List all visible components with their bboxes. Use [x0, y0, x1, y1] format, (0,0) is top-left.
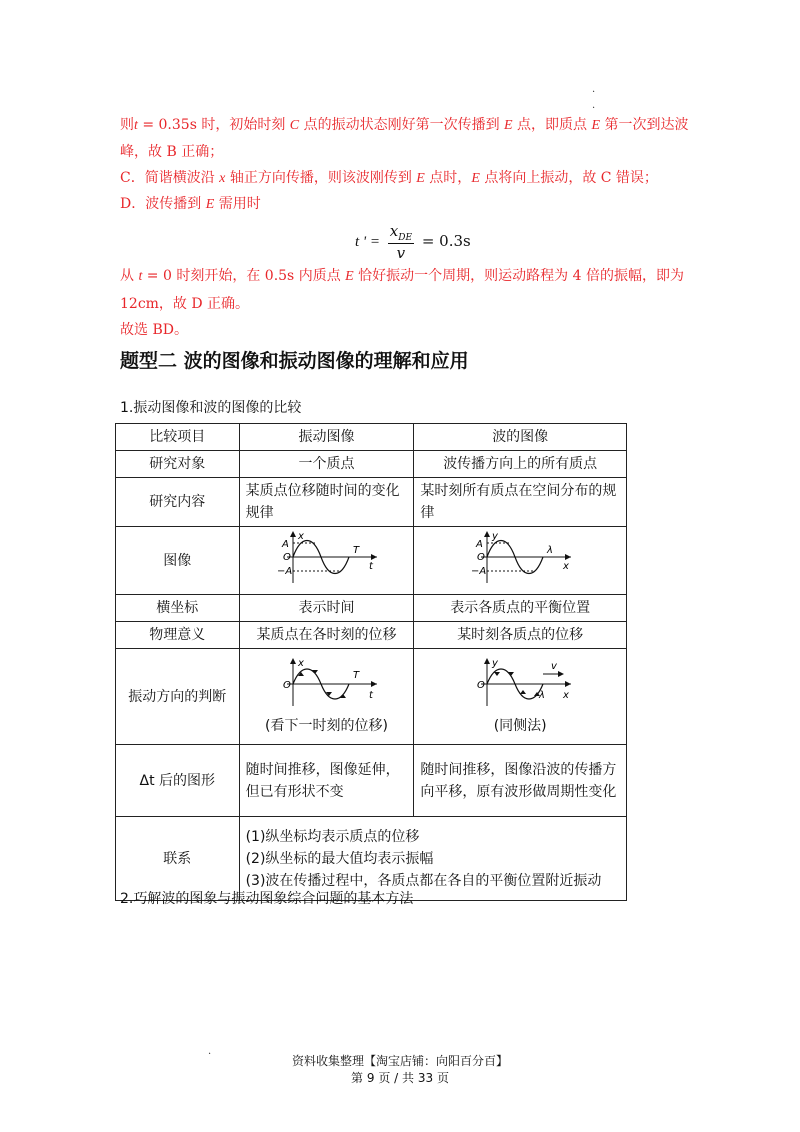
- wave-graph-cell: [414, 527, 627, 595]
- table-cell: 某质点位移随时间的变化规律: [239, 478, 414, 527]
- relation-line: (2)纵坐标的最大值均表示振幅: [245, 850, 434, 867]
- stray-dot: .: [592, 100, 596, 111]
- table-header: 振动图像: [239, 424, 414, 451]
- table-row: [116, 424, 627, 451]
- vibration-graph: [271, 529, 381, 585]
- axis-label: O: [283, 552, 292, 563]
- solution-line-7: 故选 BD。: [120, 322, 188, 338]
- comparison-table: [115, 423, 627, 901]
- table-cell: 物理意义: [116, 622, 240, 649]
- table-cell: 一个质点: [239, 451, 414, 478]
- wave-direction-caption: (同侧法): [493, 718, 547, 734]
- table-cell: 某时刻各质点的位移: [414, 622, 627, 649]
- table-row: [116, 649, 627, 745]
- table-cell: 联系: [116, 817, 240, 901]
- axis-label: y: [492, 531, 499, 542]
- stray-dot: .: [592, 84, 596, 95]
- axis-label: x: [563, 690, 570, 701]
- table-cell: 横坐标: [116, 595, 240, 622]
- stray-dot: .: [208, 1046, 212, 1057]
- table-cell: 某时刻所有质点在空间分布的规律: [414, 478, 627, 527]
- table-row: [116, 817, 627, 901]
- table-cell: 表示各质点的平衡位置: [414, 595, 627, 622]
- axis-label: v: [551, 661, 558, 672]
- axis-label: x: [563, 561, 570, 572]
- table-cell: Δt 后的图形: [116, 745, 240, 817]
- solution-line-3: C．简谐横波沿 x 轴正方向传播，则该波刚传到 E 点时，E 点将向上振动，故 C 错误；: [120, 170, 658, 186]
- axis-label: −A: [277, 566, 293, 577]
- table-cell: 图像: [116, 527, 240, 595]
- axis-label: T: [353, 545, 360, 556]
- table-row: [116, 527, 627, 595]
- axis-label: O: [477, 552, 486, 563]
- relation-line: (3)波在传播过程中，各质点都在各自的平衡位置附近振动: [245, 872, 602, 889]
- vibration-direction-graph: [271, 656, 381, 708]
- wave-direction-cell: [414, 649, 627, 745]
- axis-label: A: [282, 539, 290, 550]
- section-heading: 题型二 波的图像和振动图像的理解和应用: [120, 350, 469, 372]
- table-cell: 波传播方向上的所有质点: [414, 451, 627, 478]
- section-1-title: 1.振动图像和波的图像的比较: [120, 400, 302, 416]
- wave-graph: [465, 529, 575, 585]
- axis-label: λ: [547, 545, 554, 556]
- axis-label: y: [492, 658, 499, 669]
- solution-line-1: 则t = 0.35s 时，初始时刻 C 点的振动状态刚好第一次传播到 E 点，即质点 E 第一次到达波: [120, 117, 689, 133]
- table-row: [116, 622, 627, 649]
- table-cell: 某质点在各时刻的位移: [239, 622, 414, 649]
- table-cell: 研究对象: [116, 451, 240, 478]
- table-header: 比较项目: [116, 424, 240, 451]
- table-cell: 随时间推移，图像延伸，但已有形状不变: [239, 745, 414, 817]
- axis-label: t: [369, 561, 374, 572]
- axis-label: −A: [471, 566, 487, 577]
- axis-label: O: [283, 680, 292, 691]
- solution-line-5: 从 t = 0 时刻开始，在 0.5s 内质点 E 恰好振动一个周期，则运动路程为 4 倍的振幅，即为: [120, 268, 684, 284]
- relation-line: (1)纵坐标均表示质点的位移: [245, 828, 420, 845]
- footer-source: 资料收集整理【淘宝店铺：向阳百分百】: [291, 1054, 508, 1068]
- wave-direction-graph: [465, 656, 575, 708]
- axis-label: T: [353, 670, 360, 681]
- solution-line-4: D．波传播到 E 需用时: [120, 196, 261, 212]
- vibration-graph-cell: [239, 527, 414, 595]
- table-row: [116, 478, 627, 527]
- table-cell: 研究内容: [116, 478, 240, 527]
- vibration-direction-caption: (看下一时刻的位移): [265, 718, 388, 734]
- table-header: 波的图像: [414, 424, 627, 451]
- axis-label: x: [298, 658, 305, 669]
- table-row: [116, 595, 627, 622]
- table-cell: 表示时间: [239, 595, 414, 622]
- axis-label: O: [477, 680, 486, 691]
- solution-line-2: 峰，故 B 正确；: [120, 144, 224, 160]
- relation-cell: [239, 817, 626, 901]
- axis-label: A: [476, 539, 484, 550]
- axis-label: λ: [539, 690, 546, 701]
- table-row: [116, 745, 627, 817]
- page-number: 第 9 页 / 共 33 页: [351, 1071, 449, 1085]
- formula-t-prime: t ' = $\frac{x_{DE}}{v}$ = 0.3s: [355, 222, 471, 262]
- table-cell: 振动方向的判断: [116, 649, 240, 745]
- vibration-direction-cell: [239, 649, 414, 745]
- axis-label: t: [369, 690, 374, 701]
- axis-label: x: [298, 531, 305, 542]
- section-2-title: 2.巧解波的图象与振动图象综合问题的基本方法: [120, 891, 414, 907]
- table-cell: 随时间推移，图像沿波的传播方向平移，原有波形做周期性变化: [414, 745, 627, 817]
- table-row: [116, 451, 627, 478]
- solution-line-6: 12cm，故 D 正确。: [120, 296, 250, 312]
